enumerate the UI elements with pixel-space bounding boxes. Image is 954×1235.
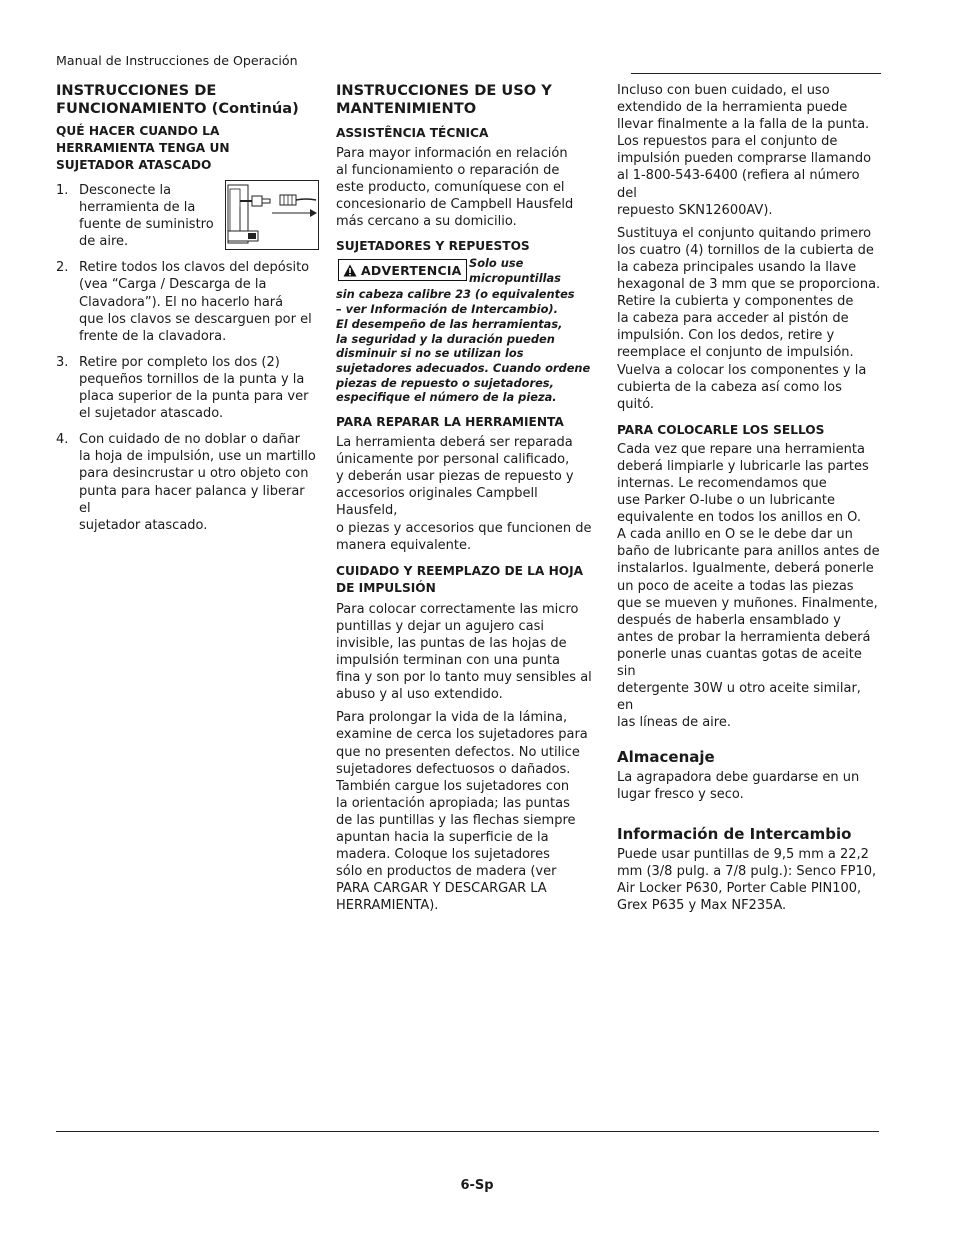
text-line: examine de cerca los sujetadores para (336, 727, 588, 743)
text-line: sólo en productos de madera (ver (336, 864, 557, 880)
text-line: la cabeza principales usando la llave (617, 259, 857, 275)
text-line: internas. Le recomendamos que (617, 475, 827, 491)
text-line: baño de lubricante para anillos antes de (617, 544, 880, 560)
repair-heading: PARA REPARAR LA HERRAMIENTA (336, 415, 564, 430)
text-line: extendido de la herramienta puede (617, 100, 848, 116)
text-line: la orientación apropiada; las puntas (336, 795, 570, 811)
text-line: apuntan hacia la superficie de la (336, 829, 549, 845)
warning-text (336, 287, 600, 405)
warning-badge (338, 259, 467, 281)
text-line: más cercano a su domicilio. (336, 214, 517, 230)
text-line: la seguridad y la duración pueden (336, 331, 555, 346)
storage-text (617, 769, 881, 803)
text-line: Air Locker P630, Porter Cable PIN100, (617, 880, 862, 896)
text-line: concesionario de Campbell Hausfeld (336, 197, 574, 213)
step-number: 4. (56, 432, 69, 448)
text-line: Grex P635 y Max NF235A. (617, 897, 787, 913)
text-line: llevar finalmente a la falla de la punta. (617, 117, 870, 133)
text-line: antes de probar la herramienta deberá (617, 629, 871, 645)
text-line: HERRAMIENTA). (336, 898, 439, 914)
step-text-line: punta para hacer palanca y liberar el (79, 483, 305, 516)
step-text-line: herramienta de la (79, 200, 196, 216)
text-line: o piezas y accesorios que funcionen de (336, 520, 592, 536)
step-text-line: la hoja de impulsión, use un martillo (79, 449, 316, 465)
driver-heading-line-1: CUIDADO Y REEMPLAZO DE LA HOJA (336, 563, 584, 578)
step-text-line: fuente de suministro (79, 217, 214, 233)
text-line: equivalente en todos los anillos en O. (617, 510, 861, 526)
text-line: este producto, comuníquese con el (336, 180, 565, 196)
text-line: invisible, las puntas de las hojas de (336, 635, 567, 651)
text-line: deberá limpiarle y lubricarle las partes (617, 458, 869, 474)
driver-heading-line-2: DE IMPULSIÓN (336, 580, 436, 595)
step-text-line: que los clavos se descarguen por el (79, 311, 312, 327)
text-line: PARA CARGAR Y DESCARGAR LA (336, 881, 547, 897)
footer-rule (56, 1131, 879, 1132)
text-line: después de haberla ensamblado y (617, 612, 841, 628)
text-line: un poco de aceite a todas las piezas (617, 578, 854, 594)
text-line: Vuelva a colocar los componentes y la (617, 362, 867, 378)
text-line: al 1-800-543-6400 (refiera al número del (617, 168, 860, 201)
text-line: lugar fresco y seco. (617, 787, 744, 803)
text-line: hexagonal de 3 mm que se proporciona. (617, 277, 881, 293)
step-text-line: para desincrustar u otro objeto con (79, 466, 309, 482)
text-line: cubierta de la cabeza así como los quitó. (617, 379, 842, 412)
text-line: que no presenten defectos. No utilice (336, 744, 580, 760)
text-line: mm (3/8 pulg. a 7/8 pulg.): Senco FP10, (617, 863, 877, 879)
step-text-line: sujetador atascado. (79, 517, 208, 533)
column-use-maintenance (336, 82, 600, 914)
step-text-line: Con cuidado de no doblar o dañar (79, 432, 301, 448)
text-line: accesorios originales Campbell Hausfeld, (336, 486, 538, 519)
seals-text (617, 441, 881, 732)
step-text-line: de aire. (79, 234, 129, 250)
text-line: reemplace el conjunto de impulsión. (617, 345, 854, 361)
text-line: La herramienta deberá ser reparada (336, 435, 573, 451)
driver-blade-text-2 (336, 709, 600, 914)
tech-assist-text (336, 145, 600, 230)
jammed-heading-line-2: HERRAMIENTA TENGA UN (56, 141, 230, 155)
text-line: impulsión pueden comprarse llamando (617, 151, 872, 167)
section-title-line-1: INSTRUCCIONES DE (56, 82, 217, 99)
text-line: También cargue los sujetadores con (336, 778, 570, 794)
text-line: Incluso con buen cuidado, el uso (617, 83, 830, 98)
interchange-heading: Información de Intercambio (617, 824, 852, 843)
driver-assembly-text (617, 225, 881, 413)
text-line: Puede usar puntillas de 9,5 mm a 22,2 (617, 846, 869, 862)
text-line: Retire la cubierta y componentes de (617, 294, 854, 310)
text-line: al funcionamiento o reparación de (336, 163, 560, 179)
text-line: ponerle unas cuantas gotas de aceite sin (617, 646, 862, 679)
text-line: la cabeza para acceder al pistón de (617, 311, 849, 327)
step-text-line: el sujetador atascado. (79, 406, 224, 422)
text-line: sujetadores defectuosos o dañados. (336, 761, 571, 777)
text-line: A cada anillo en O se le debe dar un (617, 527, 853, 543)
text-line: manera equivalente. (336, 537, 472, 553)
interchange-text (617, 846, 881, 914)
text-line: los cuatro (4) tornillos de la cubierta de (617, 242, 874, 258)
text-line: Solo use (469, 256, 524, 271)
text-line: sin cabeza calibre 23 (o equivalentes (336, 287, 575, 302)
step-number: 1. (56, 183, 69, 198)
jammed-step (56, 354, 318, 422)
text-line: las líneas de aire. (617, 715, 731, 731)
text-line: Sustituya el conjunto quitando primero (617, 225, 872, 241)
repair-text (336, 434, 600, 554)
text-line: impulsión. Con los dedos, retire y (617, 328, 835, 344)
column-continued (617, 82, 881, 914)
jammed-step (56, 182, 217, 250)
text-line: Cada vez que repare una herramienta (617, 441, 865, 457)
step-text-line: (vea “Carga / Descarga de la (79, 277, 267, 293)
driver-replacement-text (617, 82, 881, 219)
warning-triangle-icon (343, 264, 357, 277)
section-title (56, 82, 318, 118)
text-line: disminuir si no se utilizan los (336, 346, 524, 361)
step-number: 2. (56, 260, 69, 276)
storage-heading: Almacenaje (617, 748, 715, 767)
page-number: 6-Sp (460, 1178, 494, 1193)
seals-heading: PARA COLOCARLE LOS SELLOS (617, 422, 825, 437)
text-line: únicamente por personal calificado, (336, 452, 570, 468)
column-top-rule (631, 73, 881, 74)
warning-label: ADVERTENCIA (361, 262, 462, 278)
text-line: de las puntillas y las flechas siempre (336, 812, 576, 828)
step-text-line: Retire por completo los dos (2) (79, 354, 280, 370)
fasteners-heading: SUJETADORES Y REPUESTOS (336, 239, 530, 254)
text-line: micropuntillas (469, 271, 561, 286)
jammed-heading-line-1: QUÉ HACER CUANDO LA (56, 124, 220, 138)
text-line: piezas de repuesto o sujetadores, (336, 375, 554, 390)
text-line: repuesto SKN12600AV). (617, 202, 773, 218)
text-line: madera. Coloque los sujetadores (336, 847, 550, 863)
jammed-step (56, 431, 318, 534)
text-line: impulsión terminan con una punta (336, 653, 560, 669)
text-line: abuso y al uso extendido. (336, 687, 503, 703)
step-text-line: frente de la clavadora. (79, 328, 227, 344)
text-line: puntillas y dejar un agujero casi (336, 618, 544, 634)
warning-side-text (469, 256, 561, 285)
text-line: use Parker O-lube o un lubricante (617, 493, 835, 509)
text-line: Para mayor información en relación (336, 146, 568, 161)
text-line: El desempeño de las herramientas, (336, 316, 563, 331)
use-title-line-1: INSTRUCCIONES DE USO Y (336, 82, 552, 99)
running-header: Manual de Instrucciones de Operación (56, 53, 298, 68)
step-text-line: Retire todos los clavos del depósito (79, 260, 310, 276)
driver-blade-heading (336, 563, 600, 597)
text-line: que se mueven y muñones. Finalmente, (617, 595, 878, 611)
disconnect-air-figure (225, 180, 319, 250)
text-line: Para prolongar la vida de la lámina, (336, 710, 568, 726)
column-operating-instructions (56, 82, 318, 543)
step-text-line: Clavadora”). El no hacerlo hará (79, 294, 284, 310)
text-line: – ver Información de Intercambio). (336, 302, 558, 317)
text-line: y deberán usar piezas de repuesto y (336, 469, 574, 485)
step-text-line: Desconecte la (79, 183, 172, 198)
text-line: Los repuestos para el conjunto de (617, 134, 838, 150)
driver-blade-text-1 (336, 601, 600, 704)
step-number: 3. (56, 354, 69, 370)
text-line: instalarlos. Igualmente, deberá ponerle (617, 561, 874, 577)
air-hose-disconnect-icon (226, 181, 318, 249)
jammed-step (56, 259, 318, 344)
section-title-line-2: FUNCIONAMIENTO (Continúa) (56, 100, 299, 117)
text-line: fina y son por lo tanto muy sensibles al (336, 670, 592, 686)
warning-row (336, 256, 600, 289)
text-line: sujetadores adecuados. Cuando ordene (336, 360, 591, 375)
use-maintenance-title (336, 82, 600, 118)
jammed-fastener-heading (56, 123, 318, 174)
step-text-line: pequeños tornillos de la punta y la (79, 371, 305, 387)
step-text-line: placa superior de la punta para ver (79, 389, 309, 405)
tech-assist-heading: ASSISTÊNCIA TÉCNICA (336, 126, 489, 140)
use-title-line-2: MANTENIMIENTO (336, 100, 477, 117)
jammed-heading-line-3: SUJETADOR ATASCADO (56, 158, 212, 172)
text-line: Para colocar correctamente las micro (336, 601, 579, 617)
text-line: La agrapadora debe guardarse en un (617, 770, 860, 786)
text-line: especifique el número de la pieza. (336, 390, 557, 405)
text-line: detergente 30W u otro aceite similar, en (617, 681, 861, 714)
